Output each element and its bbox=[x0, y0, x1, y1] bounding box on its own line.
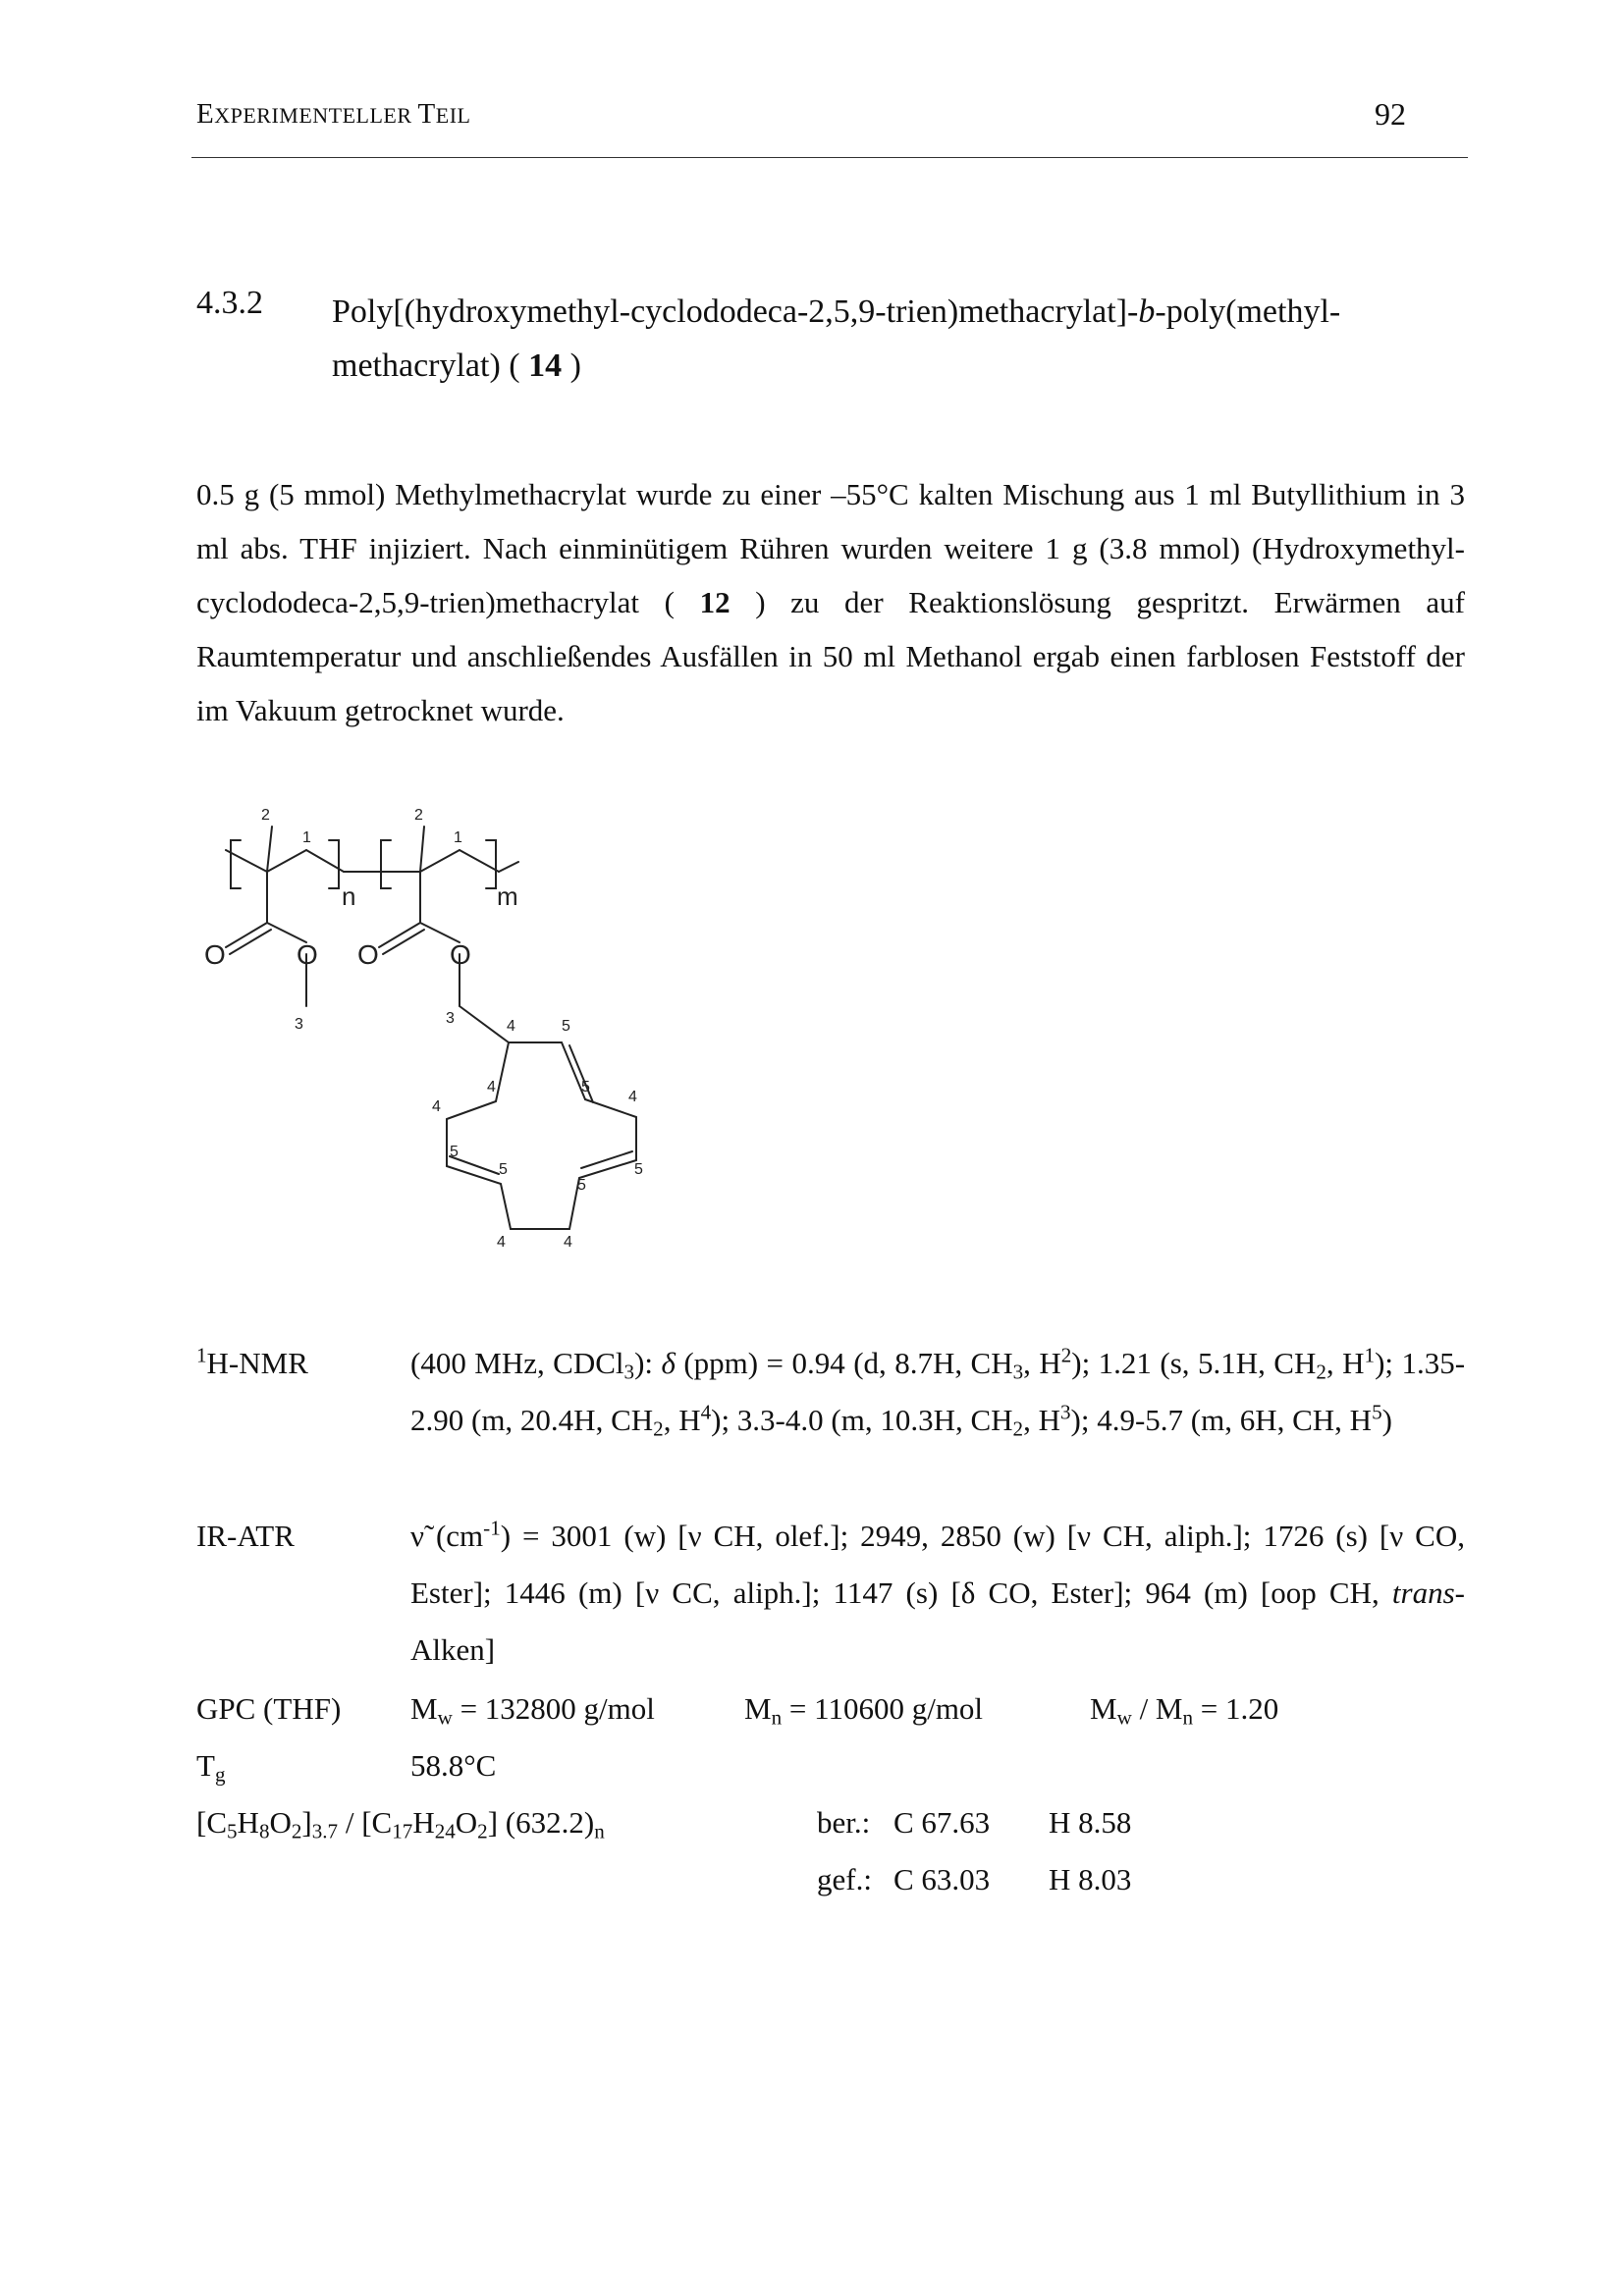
nmr-label: $^1$H-NMR bbox=[196, 1343, 308, 1380]
nmr-data: (400 MHz, CDCl$_3$): δ (ppm) = 0.94 (d, 8.7H, $CH_3$, $H^2$); 1.21 (s, 5.1H, $CH_2$, $H^1$); 1.35-2.90 (m, 20.4H, $CH_2$, $H^4$); 3.3-4.0 (m, 10.3H, $CH_2$, $H^3$); 4.9-5.7 (m, 6H, CH, $H^5$) bbox=[410, 1343, 1466, 1441]
locant-2-unit1: 2 bbox=[261, 807, 270, 824]
locant-5f: 5 bbox=[577, 1177, 586, 1194]
gpc-mn: $M_n = 110600$ g/mol bbox=[744, 1691, 984, 1730]
carbonyl-oxygen-2: O bbox=[357, 939, 379, 970]
calc-c: C 67.63 bbox=[893, 1805, 991, 1840]
gpc-label: GPC (THF) bbox=[196, 1691, 342, 1726]
locant-3-unit1: 3 bbox=[295, 1016, 303, 1033]
carbonyl-oxygen-1: O bbox=[204, 939, 226, 970]
locant-5d: 5 bbox=[499, 1161, 508, 1178]
locant-4d: 4 bbox=[432, 1098, 441, 1115]
header-rule bbox=[191, 157, 1468, 158]
locant-5e: 5 bbox=[634, 1161, 643, 1178]
ir-label: IR-ATR bbox=[196, 1519, 295, 1553]
found-label: gef.: bbox=[817, 1862, 872, 1896]
repeat-n: n bbox=[342, 881, 356, 911]
locant-5b: 5 bbox=[581, 1079, 590, 1095]
ir-data: ν̃ $(cm^{-1}) = 3001$ (w) [ν CH, olef.]; 2949, 2850 (w) [ν CH, aliph.]; 1726 (s) [ν CO, Ester]; 1446 (m) [ν CC, aliph.]; 1147 (s) [δ CO, Ester]; 964 (m) [oop CH, trans-Alken] bbox=[410, 1516, 1465, 1667]
locant-1-unit2: 1 bbox=[454, 829, 462, 846]
calc-h: H 8.58 bbox=[1049, 1805, 1132, 1840]
found-h: H 8.03 bbox=[1049, 1862, 1132, 1896]
ester-oxygen-2: O bbox=[450, 939, 471, 970]
repeat-m: m bbox=[497, 881, 518, 911]
procedure-paragraph: 0.5 g (5 mmol) Methylmethacrylat wurde zu einer –55°C kalten Mischung aus 1 ml Butyllithium in 3 ml abs. THF injiziert. Nach einminütigem Rühren wurden weitere 1 g (3.8 mmol) (Hydroxymethyl-cyclododeca-2,5,9-trien)methacrylat ( 12 ) zu der Reaktionslösung gespritzt. Erwärmen auf Raumtemperatur und anschließendes Ausfällen in 50 ml Methanol ergab einen farblosen Feststoff der im Vakuum getrocknet wurde. bbox=[196, 477, 1465, 727]
locant-4b: 4 bbox=[487, 1079, 496, 1095]
running-header: EXPERIMENTELLER TEIL bbox=[196, 98, 471, 130]
locant-4f: 4 bbox=[564, 1234, 572, 1251]
locant-3-unit2: 3 bbox=[446, 1010, 455, 1027]
page-number: 92 bbox=[1375, 96, 1406, 132]
locant-4a: 4 bbox=[507, 1018, 515, 1035]
locant-2-unit2: 2 bbox=[414, 807, 423, 824]
found-c: C 63.03 bbox=[893, 1862, 991, 1896]
ester-oxygen-1: O bbox=[297, 939, 318, 970]
locant-4e: 4 bbox=[497, 1234, 506, 1251]
elemental-formula: $[C_5H_8O_2]_{3.7} / [C_{17}H_{24}O_2]$ $(632.2)_n$ bbox=[196, 1805, 605, 1843]
section-title: Poly[(hydroxymethyl-cyclododeca-2,5,9-trien)methacrylat]-b-poly(methyl-methacrylat) ( 14 ) bbox=[332, 294, 1341, 384]
tg-value: 58.8°C bbox=[410, 1748, 497, 1783]
tg-label: $T_g$ bbox=[196, 1748, 226, 1787]
locant-5c: 5 bbox=[450, 1144, 459, 1160]
locant-4c: 4 bbox=[628, 1089, 637, 1105]
locant-1-unit1: 1 bbox=[302, 829, 311, 846]
gpc-pdi: $M_w / M_n = 1.20$ bbox=[1090, 1691, 1279, 1730]
gpc-mw: $M_w = 132800$ g/mol bbox=[410, 1691, 655, 1730]
calc-label: ber.: bbox=[817, 1805, 871, 1840]
section-number: 4.3.2 bbox=[196, 285, 263, 321]
chemical-structure bbox=[196, 785, 707, 1256]
locant-5a: 5 bbox=[562, 1018, 570, 1035]
